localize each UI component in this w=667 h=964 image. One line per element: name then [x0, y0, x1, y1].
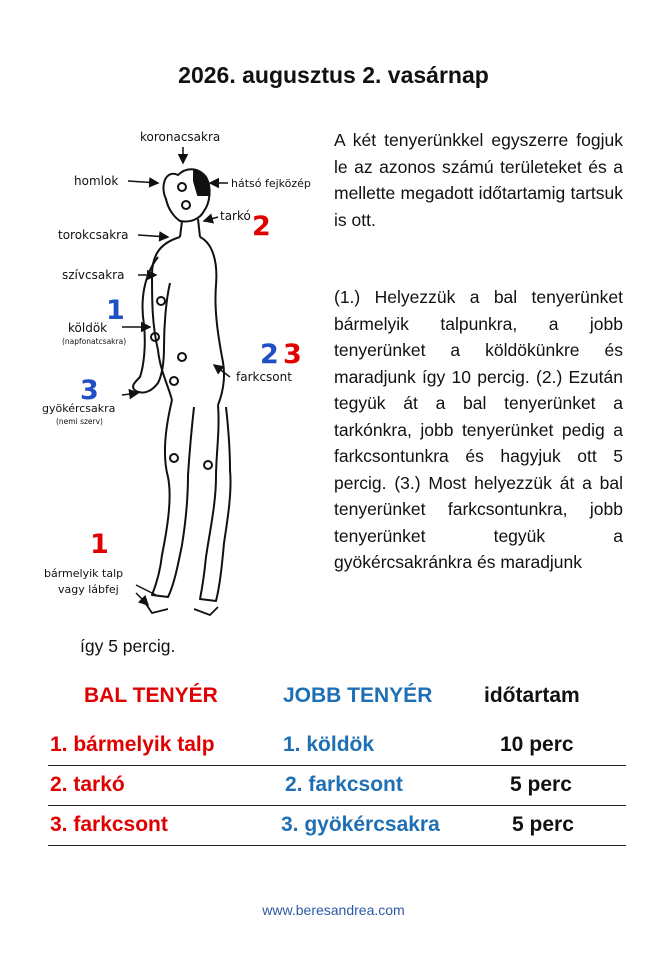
- label-heart: szívcsakra: [62, 268, 125, 282]
- number-nape: 2: [252, 211, 271, 242]
- row3-duration: 5 perc: [512, 813, 574, 836]
- number-tailbone-a: 2: [260, 339, 279, 370]
- row1-left: 1. bármelyik talp: [50, 733, 215, 756]
- label-back-head: hátsó fejközép: [231, 177, 311, 190]
- row1-duration: 10 perc: [500, 733, 574, 756]
- table-row-divider: [48, 765, 626, 766]
- label-forehead: homlok: [74, 174, 119, 188]
- label-sole-1: bármelyik talp: [44, 567, 124, 580]
- header-duration: időtartam: [484, 684, 580, 707]
- row2-left: 2. tarkó: [50, 773, 125, 796]
- row1-right: 1. köldök: [283, 733, 375, 756]
- header-right-palm: JOBB TENYÉR: [283, 684, 433, 707]
- label-navel: köldök: [68, 321, 108, 335]
- page-title: 2026. augusztus 2. vasárnap: [178, 62, 489, 88]
- footer-website-link[interactable]: www.beresandrea.com: [262, 902, 405, 918]
- row2-duration: 5 perc: [510, 773, 572, 796]
- label-navel-sub: (napfonatcsakra): [62, 337, 127, 346]
- instructions-paragraph-tail: így 5 percig.: [80, 636, 176, 656]
- label-sole-2: vagy lábfej: [58, 583, 119, 596]
- number-sole: 1: [90, 529, 109, 560]
- table-row-divider: [48, 845, 626, 846]
- row2-right: 2. farkcsont: [285, 773, 403, 796]
- number-navel: 1: [106, 295, 125, 326]
- label-tailbone: farkcsont: [236, 370, 292, 384]
- label-throat: torokcsakra: [58, 228, 129, 242]
- label-crown: koronacsakra: [140, 130, 221, 144]
- header-left-palm: BAL TENYÉR: [84, 684, 218, 707]
- label-nape: tarkó: [220, 209, 251, 223]
- number-root: 3: [80, 375, 99, 406]
- pointer-arrows: [122, 147, 230, 605]
- row3-left: 3. farkcsont: [50, 813, 168, 836]
- label-root: gyökércsakra: [42, 402, 116, 415]
- label-root-sub: (nemi szerv): [56, 417, 103, 426]
- row3-right: 3. gyökércsakra: [281, 813, 440, 836]
- intro-paragraph: A két tenyerünkkel egyszerre fogjuk le az azonos számú területeket és a mellette megadott időtartamig tartsuk is ott.: [334, 130, 623, 230]
- instructions-paragraph: (1.) Helyezzük a bal tenyerünket bármelyik talpunkra, a jobb tenyerünket a köldökünkre és maradjunk így 10 percig. (2.) Ezután tegyük át a bal tenyerünket a tarkónkra, jobb tenyerünket pedig a farkcsontunkra és hagyjuk ott 5 percig. (3.) Most helyezzük át a bal tenyerünket farkcsontunkra, jobb tenyerünket tegyük a gyökércsakránkra és maradjunk: [334, 287, 623, 572]
- body-figure-illustration: [40, 125, 330, 625]
- number-tailbone-b: 3: [283, 339, 302, 370]
- table-row-divider: [48, 805, 626, 806]
